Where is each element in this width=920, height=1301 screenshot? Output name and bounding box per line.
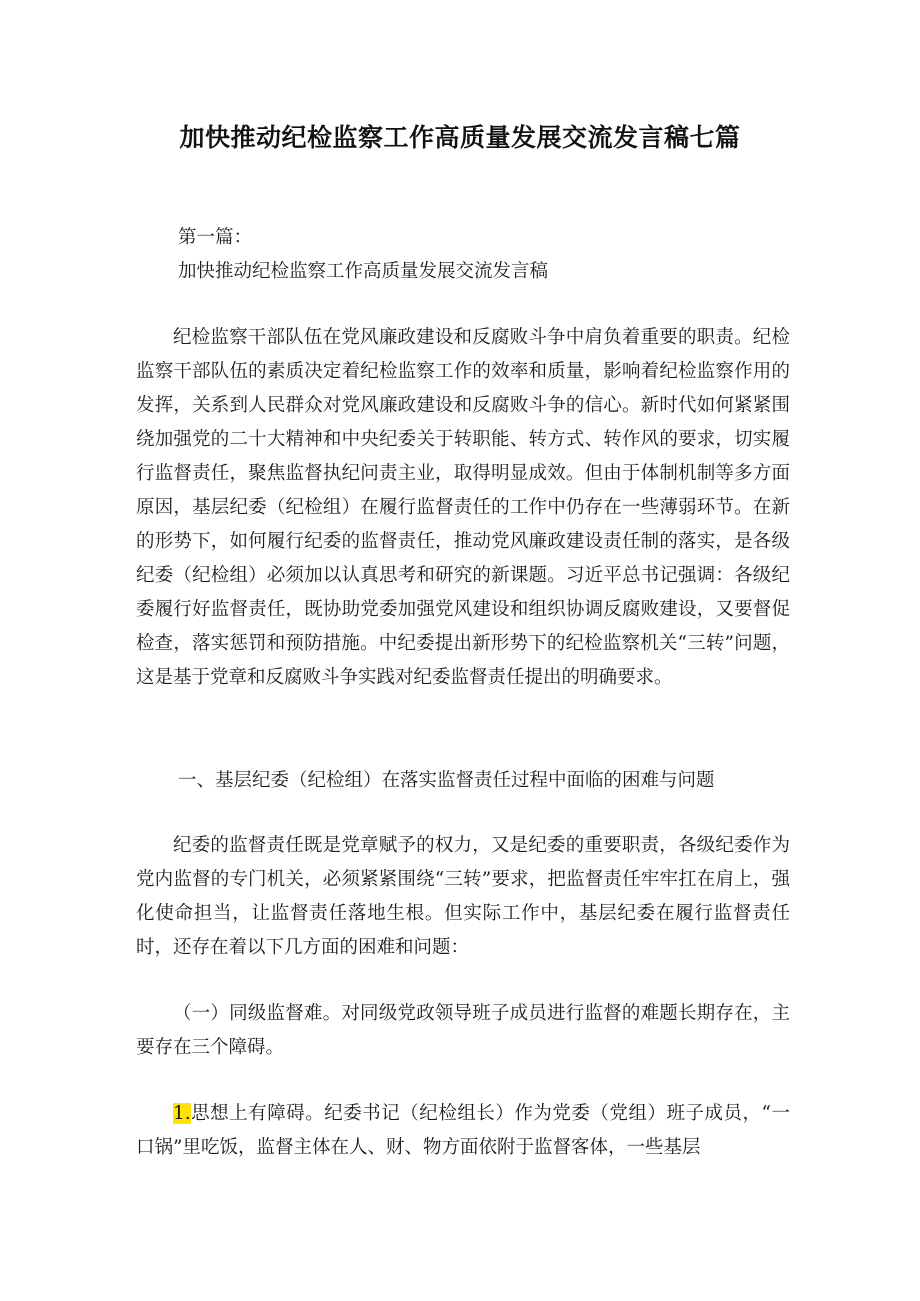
paragraph-intro: 纪检监察干部队伍在党风廉政建设和反腐败斗争中肩负着重要的职责。纪检监察干部队伍的素质决定着纪检监察工作的效率和质量，影响着纪检监察作用的发挥，关系到人民群众对党风廉政建设和反腐败斗争的信心。新时代如何紧紧围绕加强党的二十大精神和中央纪委关于转职能、转方式、转作风的要求，切实履行监督责任，聚焦监督执纪问责主业，取得明显成效。但由于体制机制等多方面原因，基层纪委（纪检组）在履行监督责任的工作中仍存在一些薄弱环节。在新的形势下，如何履行纪委的监督责任，推动党风廉政建设责任制的落实，是各级纪委（纪检组）必须加以认真思考和研究的新课题。习近平总书记强调：各级纪委履行好监督责任，既协助党委加强党风建设和组织协调反腐败建设，又要督促检查，落实惩罚和预防措施。中纪委提出新形势下的纪检监察机关“三转”问题，这是基于党章和反腐败斗争实践对纪委监督责任提出的明确要求。 (136, 327, 790, 688)
document-title: 加快推动纪检监察工作高质量发展交流发言稿七篇 (179, 123, 741, 152)
paragraph-text: 思想上有障碍。纪委书记（纪检组长）作为党委（党组）班子成员，“一口锅”里吃饭，监督主体在人、财、物方面依附于监督客体，一些基层 (136, 1103, 790, 1158)
section-header (136, 221, 790, 289)
section-label: 第一篇： (178, 227, 253, 248)
heading-problems: 一、基层纪委（纪检组）在落实监督责任过程中面临的困难与问题 (178, 770, 715, 791)
section-title: 加快推动纪检监察工作高质量发展交流发言稿 (178, 261, 549, 282)
paragraph-same-level-supervision: （一）同级监督难。对同级党政领导班子成员进行监督的难题长期存在，主要存在三个障碍。 (136, 1003, 790, 1058)
paragraph-ideological-obstacle (136, 1097, 790, 1165)
highlighted-number: 1. (173, 1103, 191, 1124)
paragraph-responsibility: 纪委的监督责任既是党章赋予的权力，又是纪委的重要职责，各级纪委作为党内监督的专门机关，必须紧紧围绕“三转”要求，把监督责任牢牢扛在肩上，强化使命担当，让监督责任落地生根。但实际工作中，基层纪委在履行监督责任时，还存在着以下几方面的困难和问题： (136, 835, 790, 958)
